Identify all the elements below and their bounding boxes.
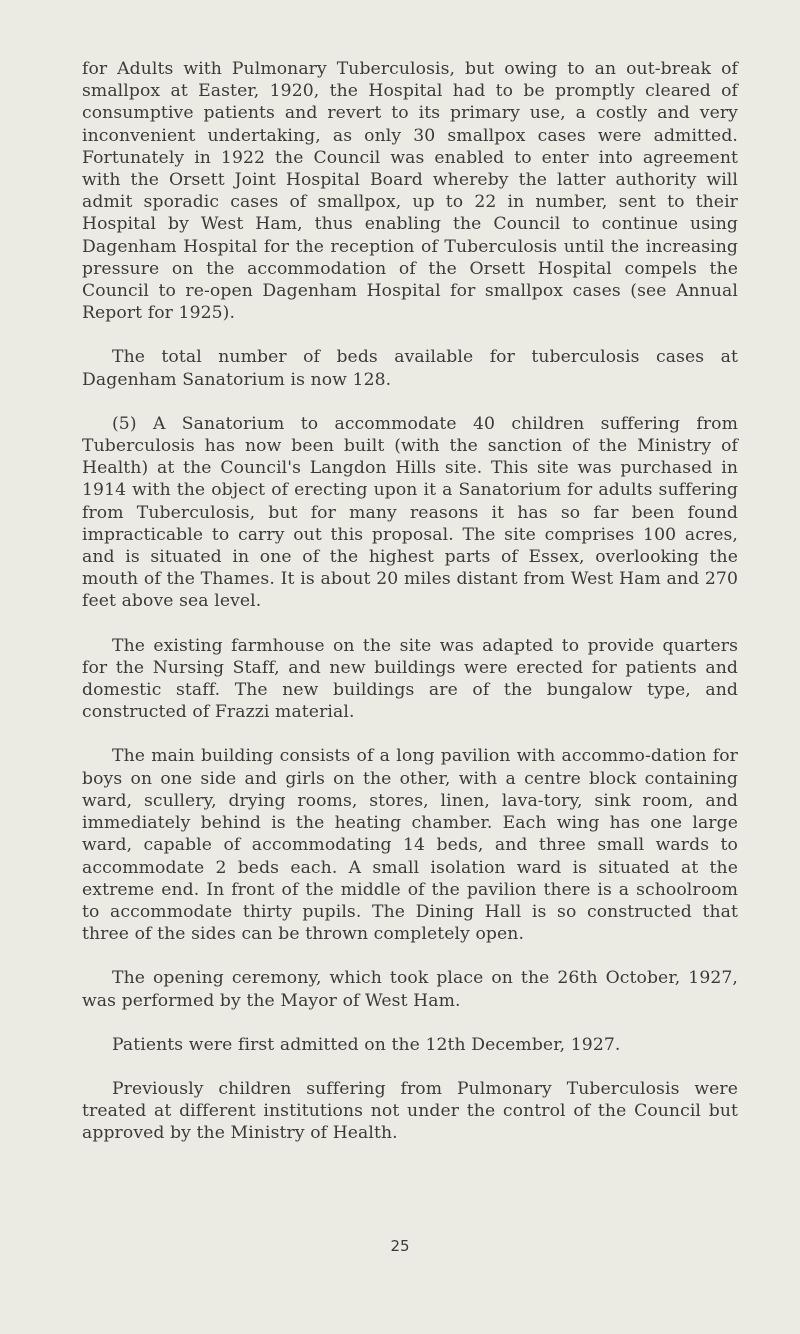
paragraph-patients-admitted: Patients were first admitted on the 12th December, 1927. (112, 1034, 621, 1055)
paragraph-orsett-agreement: for Adults with Pulmonary Tuberculosis, but owing to an out-break of smallpox at Easter, 1920, the Hospital had to be promptly cleared of consumptive patients and revert to its primary use, a costly and very inconvenient undertaking, as only 30 smallpox cases were admitted. Fortunately in 1922 the Council was enabled to enter into agreement with the Orsett Joint Hospital Board whereby the latter authority will admit sporadic cases of smallpox, up to 22 in number, sent to their Hospital by West Ham, thus enabling the Council to continue using Dagenham Hospital for the reception of Tuberculosis until the increasing pressure on the accommodation of the Orsett Hospital compels the Council to re-open Dagenham Hospital for smallpox cases (see Annual Report for 1925). (82, 59, 738, 324)
paragraph-farmhouse: The existing farmhouse on the site was adapted to provide quarters for the Nursing Staff, and new buildings were erected for patients and domestic staff. The new buildings are of the bungalow type, and constructed of Frazzi material. (82, 635, 738, 723)
paragraph-opening-ceremony: The opening ceremony, which took place on the 26th October, 1927, was performed by the Mayor of West Ham. (82, 968, 738, 1011)
paragraph-previously: Previously children suffering from Pulmonary Tuberculosis were treated at different institutions not under the control of the Council but approved by the Ministry of Health. (82, 1078, 738, 1144)
paragraph-total-beds: The total number of beds available for tuberculosis cases at Dagenham Sanatorium is now 128. (82, 347, 738, 390)
page-number: 25 (390, 1237, 410, 1255)
paragraph-langdon-hills-sanatorium: (5) A Sanatorium to accommodate 40 children suffering from Tuberculosis has now been built (with the sanction of the Ministry of Health) at the Council's Langdon Hills site. This site was purchased in 1914 with the object of erecting upon it a Sanatorium for adults suffering from Tuberculosis, but for many reasons it has so far been found impracticable to carry out this proposal. The site comprises 100 acres, and is situated in one of the highest parts of Essex, overlooking the mouth of the Thames. It is about 20 miles distant from West Ham and 270 feet above sea level. (82, 413, 738, 612)
paragraph-main-building: The main building consists of a long pavilion with accommo-dation for boys on one side and girls on the other, with a centre block containing ward, scullery, drying rooms, stores, linen, lava-tory, sink room, and immediately behind is the heating chamber. Each wing has one large ward, capable of accommodating 14 beds, and three small wards to accommodate 2 beds each. A small isolation ward is situated at the extreme end. In front of the middle of the pavilion there is a schoolroom to accommodate thirty pupils. The Dining Hall is so constructed that three of the sides can be thrown completely open. (82, 746, 738, 945)
